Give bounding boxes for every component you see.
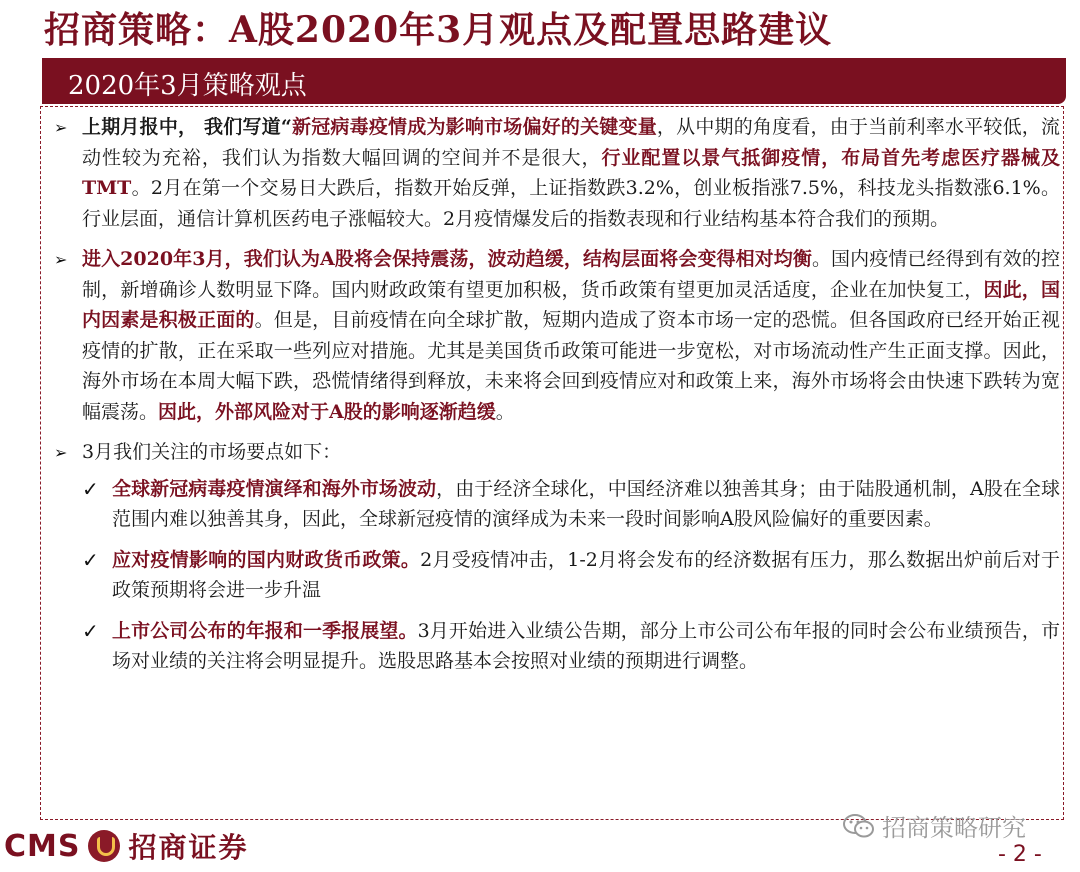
body-text: 。国内疫情已经得到有效的控制，新增确诊人数明显下降。国内财政政策有望更加积极，货币政策有望更加灵活适度，企业在加快复工，	[82, 248, 1060, 301]
check-item	[52, 474, 1060, 535]
highlighted-text: 因此，国内因素是积极正面的	[82, 278, 1060, 331]
cms-wordmark: CMS	[4, 828, 81, 864]
section-banner	[42, 58, 1066, 104]
section-title: 2020年3月策略观点	[68, 71, 307, 101]
bullet-item	[52, 244, 1060, 427]
wechat-icon	[842, 812, 876, 840]
body-text: ，从中期的角度看，由于当前利率水平较低，流动性较为充裕，我们认为指数大幅回调的空间并不是很大，	[82, 116, 1060, 169]
body-text: ，由于经济全球化，中国经济难以独善其身；由于陆股通机制，A股在全球范围内难以独善其身，因此，全球新冠疫情的演绎成为未来一段时间影响A股风险偏好的重要因素。	[112, 477, 1060, 530]
check-text	[112, 616, 1060, 677]
body-text: 。2月在第一个交易日大跌后，指数开始反弹，上证指数跌3.2%，创业板指涨7.5%，科技龙头指数涨6.1%。行业层面，通信计算机医药电子涨幅较大。2月疫情爆发后的指数表现和行业结构基本符合我们的预期。	[82, 177, 1060, 230]
page-title: 招商策略：A股2020年3月观点及配置思路建议	[44, 9, 833, 51]
content-body	[52, 112, 1060, 687]
bullet-arrow-icon: ➢	[54, 443, 68, 462]
checkmark-icon: ✓	[82, 618, 99, 643]
watermark	[842, 808, 1026, 843]
bold-text: 我们写道“	[197, 116, 292, 138]
bullet-item	[52, 437, 1060, 468]
bold-text: 上期月报中，	[82, 116, 198, 138]
highlighted-text: 新冠病毒疫情成为影响市场偏好的关键变量	[291, 116, 657, 138]
highlighted-text: 进入2020年3月，我们认为A股将会保持震荡，波动趋缓，结构层面将会变得相对均衡	[82, 248, 812, 270]
company-name: 招商证券	[128, 831, 249, 864]
body-text: 3月开始进入业绩公告期，部分上市公司公布年报的同时会公布业绩预告，市场对业绩的关注将会明显提升。选股思路基本会按照对业绩的预期进行调整。	[112, 619, 1060, 672]
highlighted-text: 因此，外部风险对于A股的影响逐渐趋缓	[158, 400, 496, 423]
highlighted-text: 全球新冠病毒疫情演绎和海外市场波动	[112, 477, 437, 500]
highlighted-text: 应对疫情影响的国内财政货币政策。	[112, 548, 421, 571]
check-item	[52, 545, 1060, 606]
check-text	[112, 474, 1060, 535]
bullet-arrow-icon: ➢	[54, 118, 68, 137]
bullet-text	[82, 244, 1060, 427]
bullet-item	[52, 112, 1060, 234]
bullet-text	[82, 112, 1060, 234]
page-number: - 2 -	[998, 842, 1042, 867]
checkmark-icon: ✓	[82, 476, 99, 501]
body-text: 。但是，目前疫情在向全球扩散，短期内造成了资本市场一定的恐慌。但各国政府已经开始正视疫情的扩散，正在采取一些列应对措施。尤其是美国货币政策可能进一步宽松，对市场流动性产生正面支撑。因此，海外市场在本周大幅下跌，恐慌情绪得到释放，未来将会回到疫情应对和政策上来，海外市场将会由快速下跌转为宽幅震荡。	[82, 309, 1060, 423]
check-item	[52, 616, 1060, 677]
cms-logo-icon	[88, 830, 120, 862]
highlighted-text: 上市公司公布的年报和一季报展望。	[112, 619, 418, 642]
checkmark-icon: ✓	[82, 547, 99, 572]
company-logo	[4, 826, 249, 866]
watermark-text: 招商策略研究	[882, 814, 1026, 842]
body-text: 。	[495, 400, 515, 423]
bullet-arrow-icon: ➢	[54, 250, 68, 269]
check-text	[112, 545, 1060, 606]
highlighted-text: 行业配置以景气抵御疫情，布局首先考虑医疗器械及TMT	[82, 146, 1060, 199]
body-text: 2月受疫情冲击，1-2月将会发布的经济数据有压力，那么数据出炉前后对于政策预期将会进一步升温	[112, 548, 1060, 601]
bullet-text	[82, 437, 1060, 468]
body-text: 3月我们关注的市场要点如下：	[82, 441, 342, 463]
